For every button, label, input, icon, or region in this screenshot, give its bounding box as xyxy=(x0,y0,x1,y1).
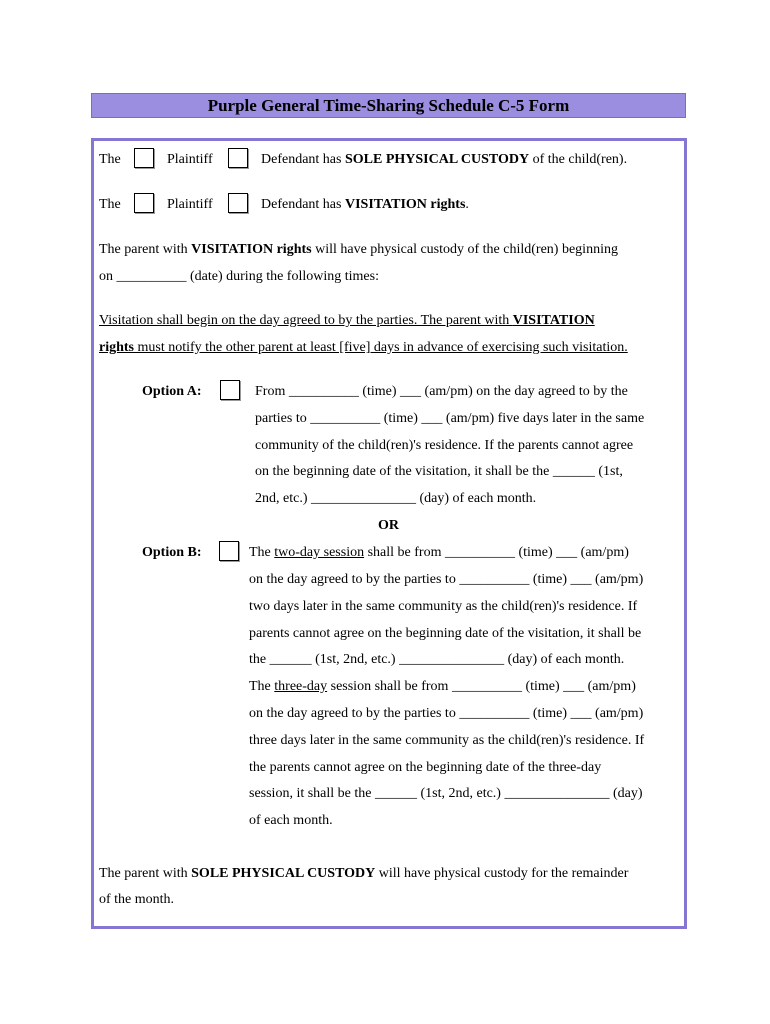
option-b-line: The three-day session shall be from __________ (time) ___ (am/pm) xyxy=(249,679,636,694)
option-b-line: of each month. xyxy=(249,813,333,828)
option-b-line: three days later in the same community as the child(ren)'s residence. If xyxy=(249,733,645,748)
option-b-line: the ______ (1st, 2nd, etc.) _______________ (day) of each month. xyxy=(249,652,625,667)
para2-line2: rights must notify the other parent at least [five] days in advance of exercising such visitation. xyxy=(99,340,628,355)
option-b-label: Option B: xyxy=(142,545,202,560)
closing-line2: of the month. xyxy=(99,892,175,907)
option-a-label: Option A: xyxy=(142,384,202,399)
option-b-line: the parents cannot agree on the beginning date of the three-day xyxy=(249,760,602,775)
para2-line1: Visitation shall begin on the day agreed to by the parties. The parent with VISITATION xyxy=(99,313,595,328)
option-a-line: parties to __________ (time) ___ (am/pm) five days later in the same xyxy=(255,411,645,426)
or-separator: OR xyxy=(378,518,399,533)
form-title: Purple General Time-Sharing Schedule C-5 Form xyxy=(91,93,686,118)
option-b-line: parents cannot agree on the beginning date of the visitation, it shall be xyxy=(249,626,642,641)
visitation-defendant-checkbox[interactable] xyxy=(228,193,248,213)
option-a-line: community of the child(ren)'s residence. If the parents cannot agree xyxy=(255,438,634,453)
option-b-line: session, it shall be the ______ (1st, 2nd, etc.) _______________ (day) xyxy=(249,786,643,801)
sole-custody-plaintiff-checkbox[interactable] xyxy=(134,148,154,168)
option-a-checkbox[interactable] xyxy=(220,380,240,400)
para1-line1: The parent with VISITATION rights will have physical custody of the child(ren) beginning xyxy=(99,242,618,257)
option-b-line: on the day agreed to by the parties to __________ (time) ___ (am/pm) xyxy=(249,572,644,587)
closing-line1: The parent with SOLE PHYSICAL CUSTODY will have physical custody for the remainder xyxy=(99,866,629,881)
row1-plaintiff-label: Plaintiff xyxy=(167,152,213,167)
row2-the: The xyxy=(99,197,121,212)
row2-text: Defendant has VISITATION rights. xyxy=(261,197,469,212)
option-b-checkbox[interactable] xyxy=(219,541,239,561)
option-a-line: From __________ (time) ___ (am/pm) on the day agreed to by the xyxy=(255,384,628,399)
para1-line2: on __________ (date) during the following times: xyxy=(99,269,379,284)
row2-plaintiff-label: Plaintiff xyxy=(167,197,213,212)
option-b-line: The two-day session shall be from __________ (time) ___ (am/pm) xyxy=(249,545,629,560)
option-b-line: two days later in the same community as the child(ren)'s residence. If xyxy=(249,599,638,614)
sole-custody-defendant-checkbox[interactable] xyxy=(228,148,248,168)
row1-the: The xyxy=(99,152,121,167)
visitation-plaintiff-checkbox[interactable] xyxy=(134,193,154,213)
row1-text: Defendant has SOLE PHYSICAL CUSTODY of the child(ren). xyxy=(261,152,628,167)
option-b-line: on the day agreed to by the parties to __________ (time) ___ (am/pm) xyxy=(249,706,644,721)
option-a-line: 2nd, etc.) _______________ (day) of each month. xyxy=(255,491,537,506)
option-a-line: on the beginning date of the visitation, it shall be the ______ (1st, xyxy=(255,464,623,479)
